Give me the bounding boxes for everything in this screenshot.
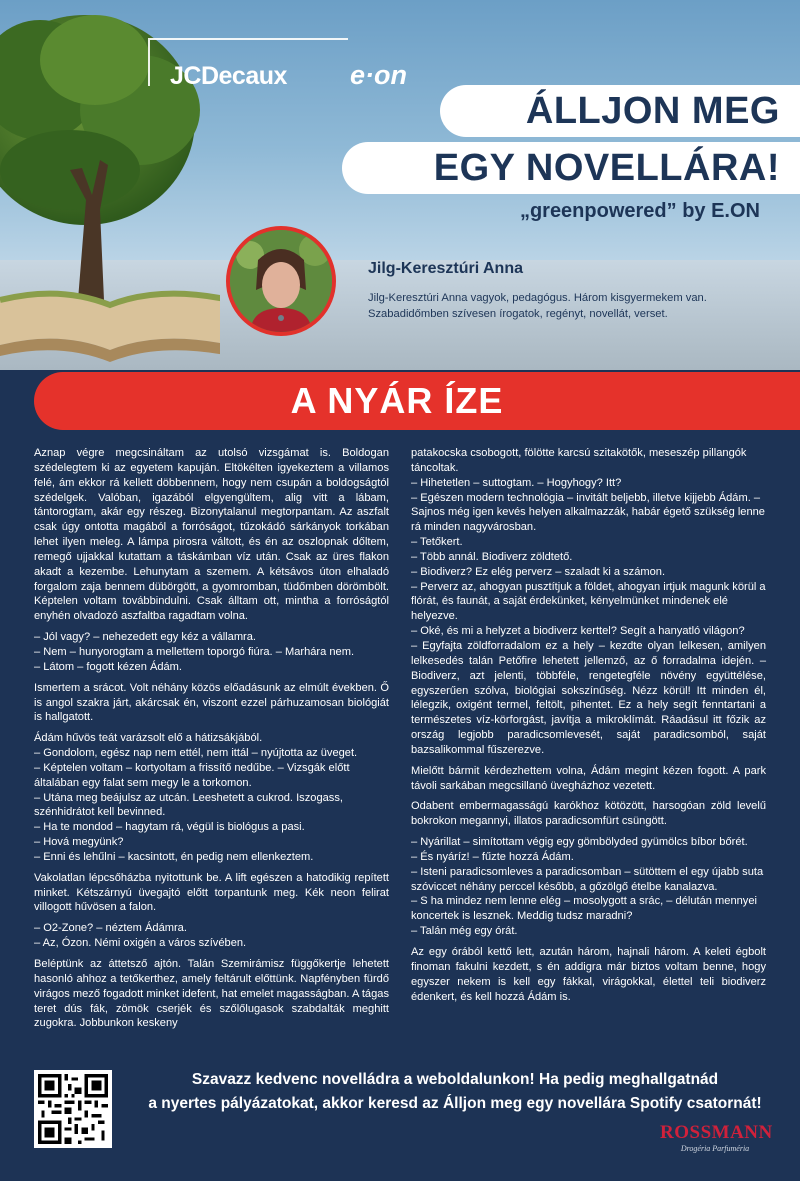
headline-line-2	[342, 142, 800, 194]
paragraph: – Talán még egy órát.	[411, 925, 518, 938]
paragraph: – Egyfajta zöldforradalom ez a hely – kezdte olyan lelkesen, amilyen lelkesedés talán Petőfire lehetett jellemző, az ő forradalma idején. – Biodiverz, azt jelenti, többféle, rengetegféle növény együttélése, egyszerűen szólva, biológiai sokszínűség. Nézz körül! Itt minden él, lélegzik, oxigént termel, feltölt, pihentet. Ez a hely segít fenntartani a természetes víz-körforgást, javítja a mikroklímát. Ráadásul itt főzik az ország legjobb paradicsomlevesét, saját paradicsomból, saját bazsalikommal fűszerezve.	[411, 639, 766, 756]
paragraph: Vakolatlan lépcsőházba nyitottunk be. A lift egészen a hatodikig repített minket. Kétszárnyú üvegajtó előtt torpantunk meg. Kék neon felirat villogott hűvösen a falon.	[34, 871, 389, 914]
jcdecaux-logo: JCDecaux	[170, 62, 287, 90]
paragraph: – S ha mindez nem lenne elég – mosolygott a srác, – délután mennyei koncertek is lesznek. Meddig tudsz maradni?	[411, 895, 757, 923]
headline-line-1	[440, 85, 800, 137]
paragraph: – Utána meg beájulsz az utcán. Leeshetett a cukrod. Iszogass, szénhidrátot kell bevinned.	[34, 791, 343, 819]
paragraph: Mielőtt bármit kérdezhettem volna, Ádám megint kézen fogott. A park távoli sarkában megcsillanó üvegházhoz vezetett.	[411, 764, 766, 792]
paragraph: – Nem – hunyorogtam a mellettem toporgó fiúra. – Marhára nem.	[34, 645, 355, 658]
paragraph: patakocska csobogott, fölötte karcsú szitakötők, meseszép pillangók táncoltak.	[411, 447, 747, 474]
tagline: „greenpowered” by E.ON	[519, 200, 760, 222]
paragraph: Ádám hűvös teát varázsolt elő a hátizsákjából.	[34, 732, 263, 745]
footer	[0, 1046, 800, 1181]
qr-code[interactable]	[34, 1070, 112, 1148]
paragraph: Odabent embermagasságú karókhoz kötözött, harsogóan zöld levelű bokrokon megannyi, illatos paradicsomfürt csüngött.	[411, 800, 766, 828]
paragraph: – Oké, és mi a helyzet a biodiverz kerttel? Segít a hanyatló világon?	[411, 625, 745, 638]
paragraph: – Perverz az, ahogyan pusztítjuk a földet, ahogyan irtjuk magunk körül a flórát, és faunát, a saját érdekünket, kényelmünket mindenek elé helyezve.	[411, 580, 766, 623]
paragraph: Az egy órából kettő lett, azután három, hajnali három. A keleti égbolt finoman fakulni kezdett, s én addigra már biztos voltam benne, hogy egyszer nekem is kell egy fákkal, virágokkal, élettel teli biodiverz édenkert, és kell hozzá Ádám is.	[411, 946, 766, 1003]
story-column-right	[411, 446, 766, 1046]
paragraph: – Biodiverz? Ez elég perverz – szaladt ki a számon.	[411, 565, 666, 578]
paragraph: – Hová megyünk?	[34, 836, 124, 849]
story-title-banner	[34, 372, 800, 430]
paragraph: – Jól vagy? – nehezedett egy kéz a vállamra.	[34, 631, 257, 644]
sponsor-subtitle: Drogéria Parfuméria	[680, 1144, 750, 1153]
paragraph: – Több annál. Biodiverz zöldtető.	[411, 550, 573, 563]
rossmann-logo	[660, 1122, 773, 1153]
paragraph: Ismertem a srácot. Volt néhány közös előadásunk az elmúlt években. Ő is angol szakra járt, akárcsak én, viszont ezzel párhuzamosan biológiát is hallgatott.	[34, 681, 389, 724]
paragraph: – Gondolom, egész nap nem ettél, nem ittál – nyújtotta az üveget.	[34, 747, 358, 760]
paragraph: – Enni és lehűlni – kacsintott, én pedig nem ellenkeztem.	[34, 850, 314, 863]
author-name: Jilg-Keresztúri Anna	[368, 260, 523, 277]
paragraph: – Nyárillat – simítottam végig egy gömbölyded gyümölcs bíbor bőrét.	[411, 836, 748, 849]
paragraph: Beléptünk az áttetsző ajtón. Talán Szemirámisz függőkertje lehetett hasonló ahhoz a tetőkerthez, amely feltárult előttünk. Napfényben fürdő virágos mező fogadott minket idefent, hat emelet magasságban. A tágas teret dús fák, zömök cserjék és szőlőlugasok szabdalták meghitt zugokra. Jobbunkon keskeny	[34, 958, 389, 1030]
story-body	[34, 446, 766, 1046]
author-bio-line: Szabadidőmben szívesen írogatok, regényt, novellát, verset.	[368, 308, 668, 320]
paragraph: – O2-Zone? – néztem Ádámra.	[34, 922, 187, 935]
paragraph: – Hihetetlen – suttogtam. – Hogyhogy? Itt?	[411, 476, 622, 489]
paragraph: – És nyáríz! – fűzte hozzá Ádám.	[411, 850, 574, 863]
sponsor-name: ROSSMANN	[660, 1122, 773, 1143]
author-photo	[226, 226, 336, 336]
paragraph: – Tetőkert.	[411, 536, 463, 549]
author-bio-line: Jilg-Keresztúri Anna vagyok, pedagógus. Három kisgyermekem van.	[368, 292, 707, 304]
cta-line: Szavazz kedvenc novelládra a weboldalunkon! Ha pedig meghallgatnád	[191, 1071, 719, 1088]
paragraph: – Az, Ózon. Némi oxigén a város szívében.	[34, 937, 247, 950]
headline-text-1: ÁLLJON MEG	[525, 89, 780, 132]
story-column-left	[34, 446, 389, 1046]
paragraph: – Isteni paradicsomleves a paradicsomban – sütöttem el egy újabb suta szóviccet néhány perccel később, a gőzölgő ételbe kanalazva.	[411, 865, 764, 893]
story-title: A NYÁR ÍZE	[290, 380, 504, 421]
author-portrait-icon	[230, 230, 332, 332]
paragraph: – Látom – fogott kézen Ádám.	[34, 660, 183, 673]
author-bio	[368, 290, 768, 322]
qr-code-icon	[38, 1074, 108, 1144]
eon-logo: e·on	[350, 60, 407, 90]
paragraph: – Egészen modern technológia – invitált beljebb, illetve kijjebb Ádám. – Sajnos még igen kevés helyen alkalmazzák, habár égető szükség lenne rá minden nagyvárosban.	[411, 491, 765, 534]
cta-line: a nyertes pályázatokat, akkor keresd az Álljon meg egy novellára Spotify csatornát!	[148, 1095, 762, 1112]
paragraph: – Ha te mondod – hagytam rá, végül is biológus a pasi.	[34, 821, 305, 834]
hero-banner	[0, 0, 800, 370]
paragraph: – Képtelen voltam – kortyoltam a frissítő nedűbe. – Vizsgák előtt általában egy falat sem megy le a torkomon.	[34, 761, 350, 789]
headline-text-2: EGY NOVELLÁRA!	[433, 146, 780, 189]
paragraph: Aznap végre megcsináltam az utolsó vizsgámat is. Boldogan szédelegtem ki az egyetem kapuján. Eltökélten igyekeztem a villamos felé, ám ekkor rá kellett döbbennem, hogy nem csupán a boldogságtól szédelgek. Valóban, igazából elgyengültem, alig vitt a lábam, tántorogtam, akár egy részeg. Bizonytalanul megtorpantam. Az aszfalt csak úgy ontotta magából a forróságot, tűzokádó sárkányok torkában lehet ilyen meleg. A lámpa pirosra váltott, és én az oszlopnak dőltem, remegő ujjakkal kutattam a táskámban víz után. Csak az üres flakon akadt a kezembe. Lehunytam a szemem. A kétsávos úton elhaladó forgalom zaja bennem dübörgött, a gyomromban, tüdőmben dörömbölt. Képtelen voltam továbbindulni. Csak álltam ott, mintha a forróságtól enyhén olvadozó aszfaltba ragadtam volna.	[34, 447, 389, 623]
call-to-action	[130, 1068, 780, 1116]
